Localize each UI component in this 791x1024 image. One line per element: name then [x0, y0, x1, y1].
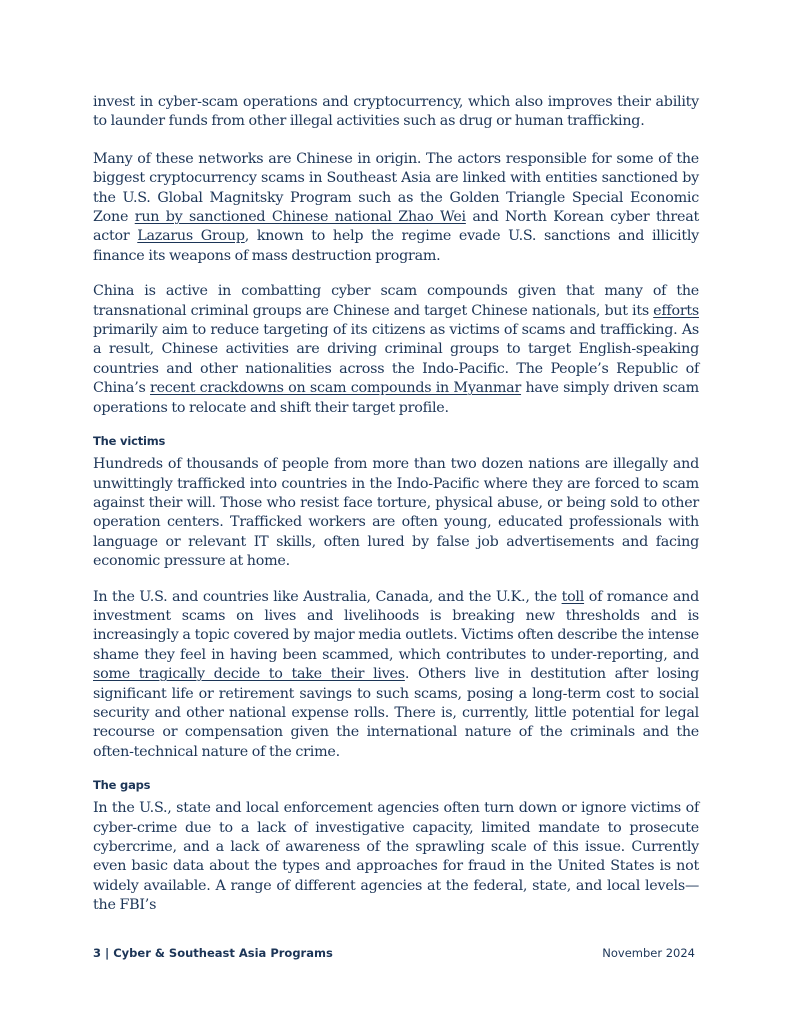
paragraph-text: have simply driven scam operations to relocate and shift their target profile. [93, 380, 699, 416]
link-tragically-take-lives[interactable]: some tragically decide to take their lives [93, 666, 405, 683]
paragraph-text: Many of these networks are Chinese in origin. The actors responsible for some of the biggest cryptocurrency scams in Southeast Asia are linked with entities sanctioned by the U.S. Global Magnitsky Program such as the Golden Triangle Special Economic Zone [93, 150, 699, 226]
paragraph-text: primarily aim to reduce targeting of its citizens as victims of scams and trafficking. As a result, Chinese activities are driving criminal groups to target English-speaking countries and other nationalities across the Indo-Pacific. The People’s Republic of China’s [93, 322, 699, 397]
paragraph-text: and North Korean cyber threat actor [93, 209, 699, 245]
paragraph [93, 588, 699, 763]
paragraph-text: of romance and investment scams on lives and livelihoods is breaking new thresholds and is increasingly a topic covered by major media outlets. Victims often describe the intense shame they feel in having been scammed, which contributes to under-reporting, and [93, 588, 699, 663]
paragraph-text: . Others live in destitution after losing significant life or retirement savings to such scams, posing a long-term cost to social security and other national expense rolls. There is, currently, little potential for legal recourse or compensation given the international nature of the criminals and the often-technical nature of the crime. [93, 666, 699, 760]
paragraph-text: China is active in combatting cyber scam compounds given that many of the transnational criminal groups are Chinese and target Chinese nationals, but its [93, 283, 699, 319]
footer-date: November 2024 [602, 946, 695, 960]
paragraph-text: Hundreds of thousands of people from more than two dozen nations are illegally and unwittingly trafficked into countries in the Indo-Pacific where they are forced to scam against their will. Those who resist face torture, physical abuse, or being sold to other operation centers. Trafficked workers are often young, educated professionals with language or relevant IT skills, often lured by false job advertisements and facing economic pressure at home. [93, 456, 699, 570]
paragraph [93, 93, 699, 132]
footer-left [93, 946, 333, 960]
link-zhao-wei[interactable]: run by sanctioned Chinese national Zhao Wei [134, 209, 466, 226]
link-toll[interactable]: toll [561, 588, 585, 605]
section-heading-victims: The victims [93, 434, 166, 449]
link-efforts[interactable]: efforts [653, 302, 699, 319]
paragraph [93, 455, 699, 571]
link-myanmar-crackdowns[interactable]: recent crackdowns on scam compounds in Myanmar [150, 380, 522, 397]
footer-separator: | [101, 946, 114, 960]
paragraph-text: In the U.S. and countries like Australia, Canada, and the U.K., the [93, 588, 562, 605]
paragraph-text: , known to help the regime evade U.S. sanctions and illicitly finance its weapons of mass destruction program. [93, 228, 699, 264]
section-heading-gaps: The gaps [93, 778, 151, 793]
link-lazarus-group[interactable]: Lazarus Group [137, 228, 245, 245]
paragraph-text: invest in cyber-scam operations and cryptocurrency, which also improves their ability to launder funds from other illegal activities such as drug or human trafficking. [93, 94, 699, 130]
paragraph [93, 282, 699, 418]
paragraph-text: In the U.S., state and local enforcement agencies often turn down or ignore victims of cyber-crime due to a lack of investigative capacity, limited mandate to prosecute cybercrime, and a lack of awareness of the sprawling scale of this issue. Currently even basic data about the types and approaches for fraud in the United States is not widely available. A range of different agencies at the federal, state, and local levels—the FBI’s [93, 800, 699, 914]
document-body [93, 93, 699, 932]
page-number: 3 [93, 946, 102, 960]
paragraph [93, 799, 699, 915]
footer-program: Cyber & Southeast Asia Programs [113, 946, 333, 960]
paragraph [93, 150, 699, 266]
